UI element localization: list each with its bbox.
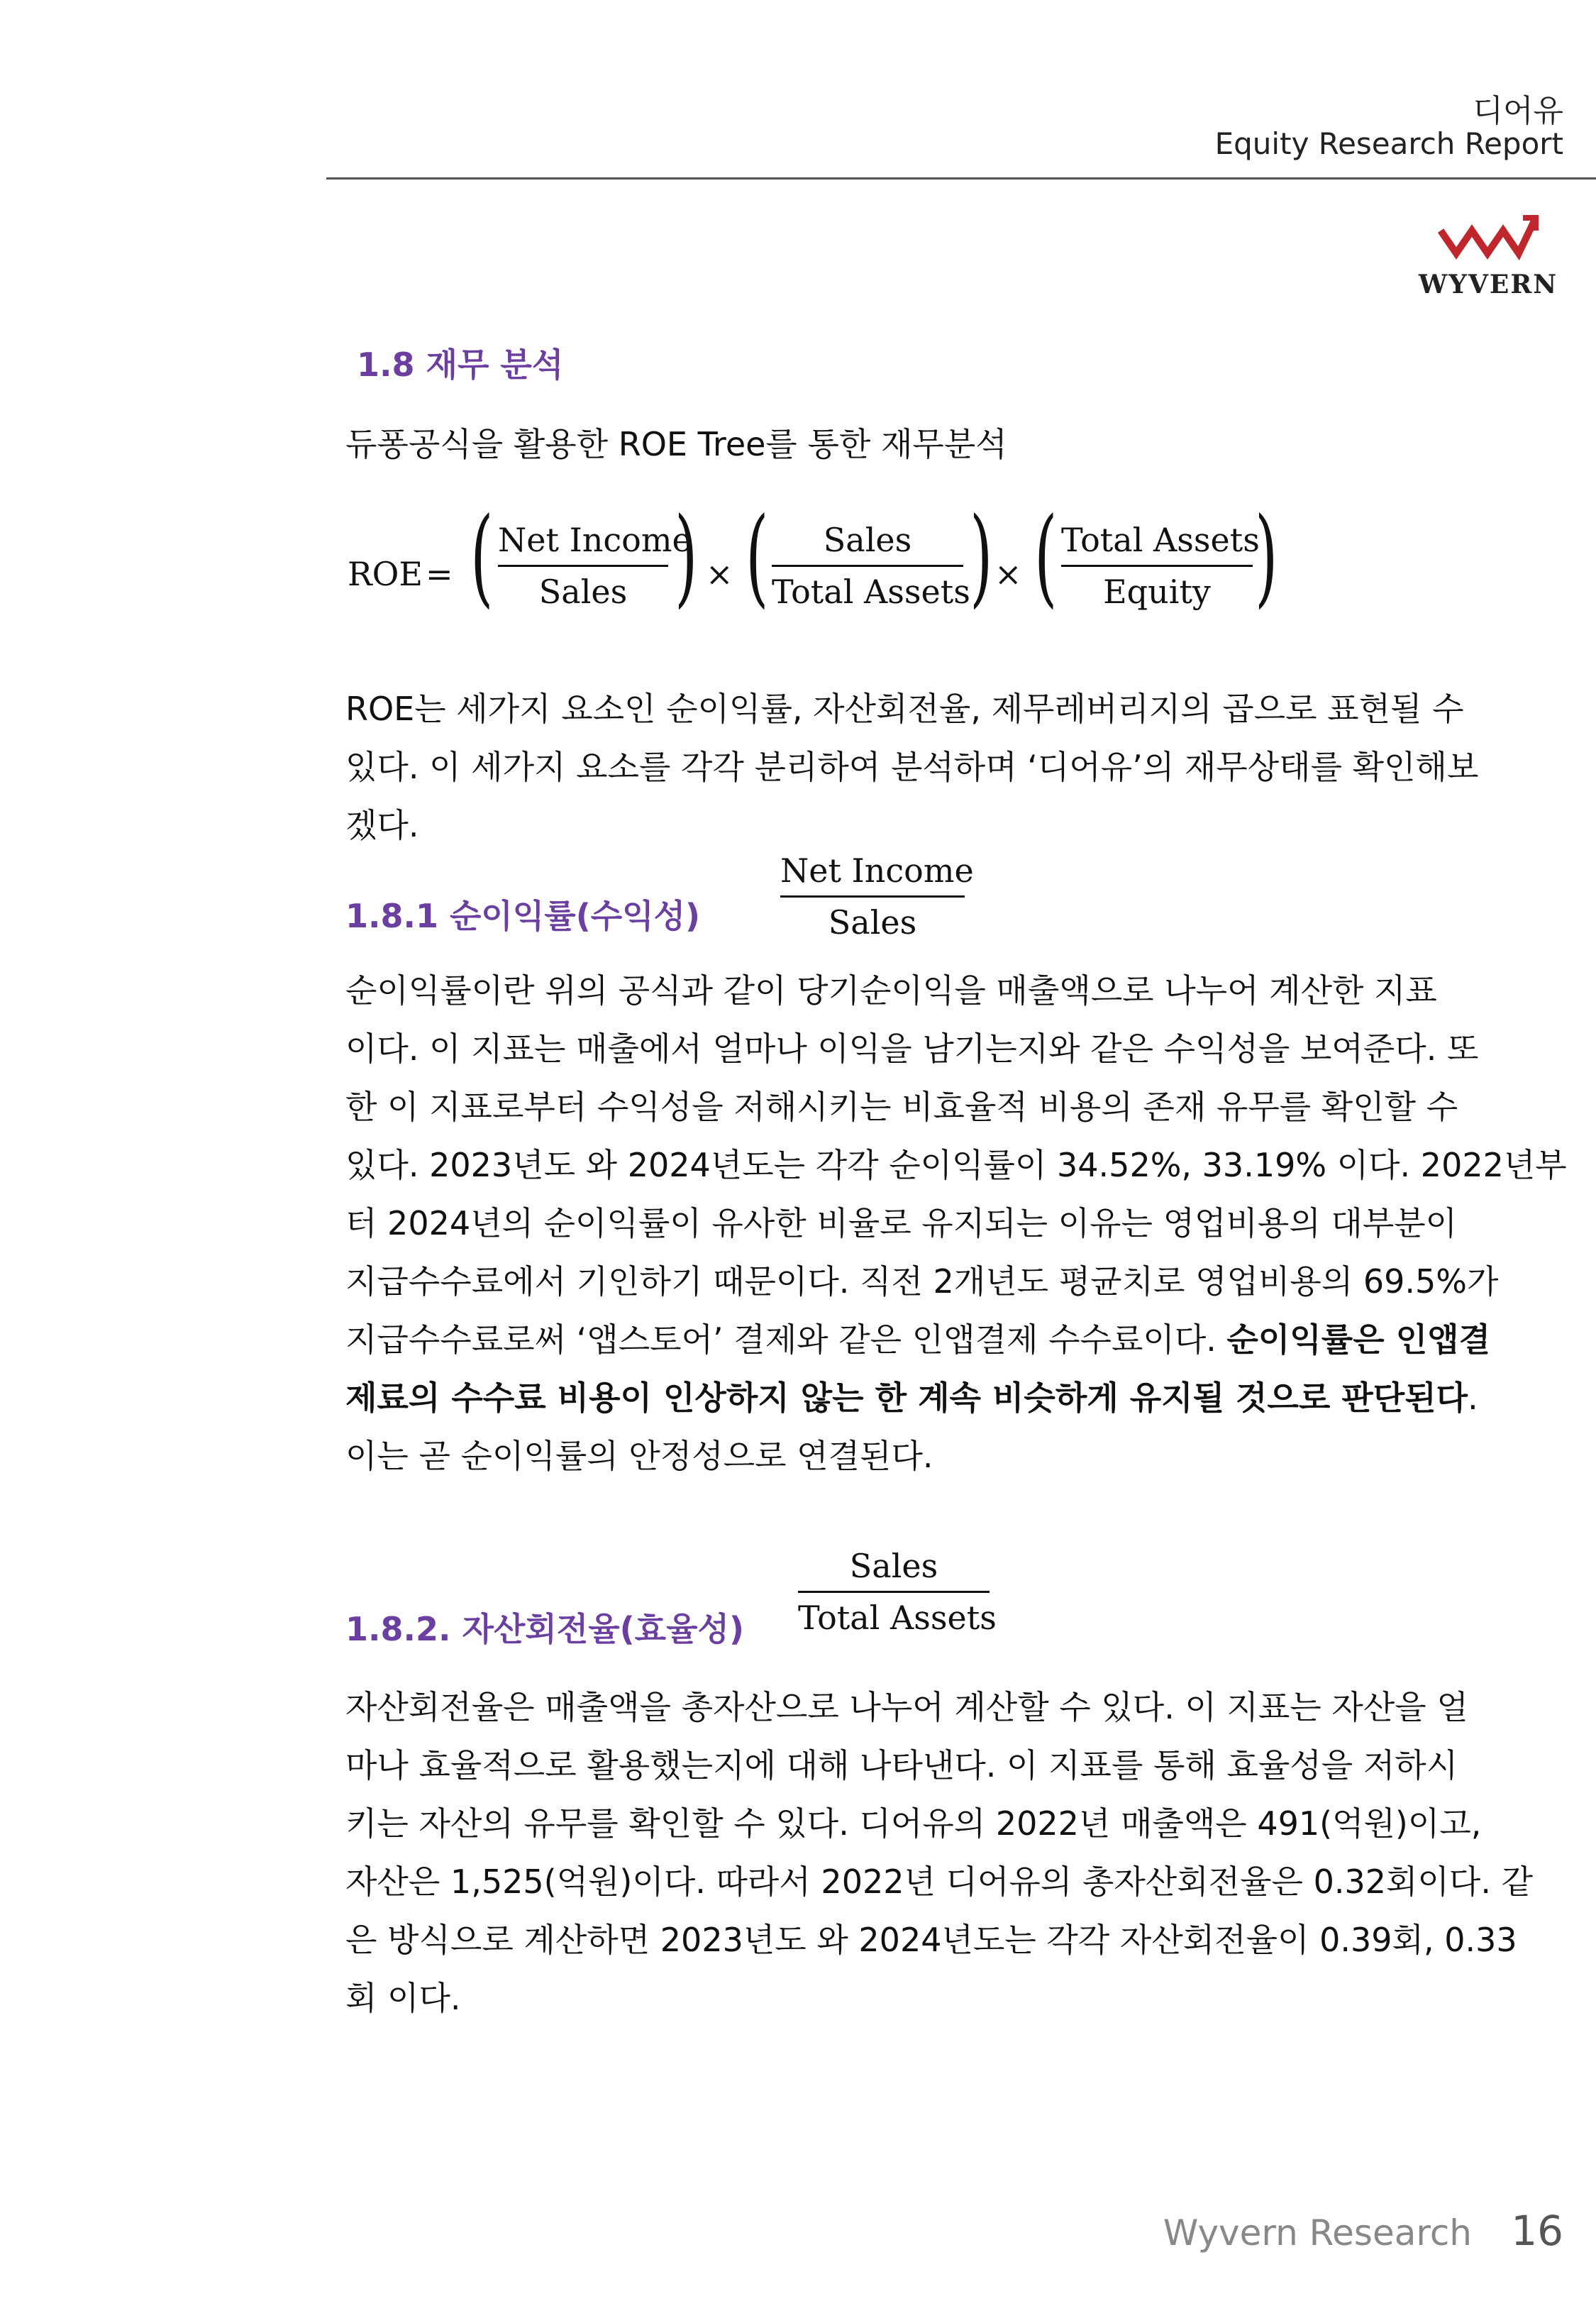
section-title: 1.8 재무 분석 <box>357 346 564 384</box>
subsection-2-body <box>345 1678 1534 2027</box>
body-line: 은 방식으로 계산하면 2023년도 와 2024년도는 각각 자산회전율이 0.39회, 0.33 <box>345 1921 1517 1959</box>
formula-lhs: ROE <box>348 555 423 593</box>
body-text: . <box>1468 1379 1478 1417</box>
body-line <box>345 1369 1523 1427</box>
subsection-2-numerator: Sales <box>849 1547 938 1585</box>
body-line: 지급수수료에서 기인하기 때문이다. 직전 2개년도 평균치로 영업비용의 69.5%가 <box>345 1262 1499 1301</box>
header-company: 디어유 <box>1473 93 1563 129</box>
header-report-type: Equity Research Report <box>1214 126 1563 161</box>
formula-fraction-2 <box>772 521 970 611</box>
subsection-1-body <box>345 961 1567 1485</box>
wyvern-logo <box>1417 209 1559 302</box>
logo-wordmark: WYVERN <box>1418 270 1558 299</box>
paren-open-3: ( <box>1034 495 1058 619</box>
paren-close-2: ) <box>970 495 993 619</box>
body-line: 이다. 이 지표는 매출에서 얼마나 이익을 남기는지와 같은 수익성을 보여준다. 또 <box>345 1030 1479 1068</box>
paren-close-3: ) <box>1255 495 1278 619</box>
paren-close-1: ) <box>675 495 698 619</box>
fraction-3-denominator: Equity <box>1103 573 1211 611</box>
body-line <box>345 1311 1523 1369</box>
section-intro: 듀퐁공식을 활용한 ROE Tree를 통한 재무분석 <box>345 425 1007 463</box>
body-line: 있다. 2023년도 와 2024년도는 각각 순이익률이 34.52%, 33.19% 이다. 2022년부 <box>345 1146 1567 1184</box>
body-line: 회 이다. <box>345 1979 461 2017</box>
description-line: ROE는 세가지 요소인 순이익률, 자산회전율, 제무레버리지의 곱으로 표현될 수 <box>345 690 1464 728</box>
formula-equals: = <box>426 555 453 593</box>
description-line: 있다. 이 세가지 요소를 각각 분리하여 분석하며 ‘디어유’의 재무상태를 확인해보 <box>345 748 1479 786</box>
subsection-1-title: 1.8.1 순이익률(수익성) <box>345 897 701 935</box>
subsection-1-numerator: Net Income <box>780 851 974 890</box>
subsection-1-fraction <box>780 851 974 942</box>
fraction-2-numerator: Sales <box>823 521 912 559</box>
body-line: 이는 곧 순이익률의 안정성으로 연결된다. <box>345 1437 933 1475</box>
footer-brand: Wyvern Research <box>1163 2212 1472 2253</box>
body-emphasis: 순이익률은 인앱결 <box>1226 1320 1491 1359</box>
subsection-1-denominator: Sales <box>828 903 917 942</box>
fraction-1-bar <box>498 565 668 567</box>
description-line: 겠다. <box>345 806 419 844</box>
body-emphasis: 제료의 수수료 비용이 인상하지 않는 한 계속 비슷하게 유지될 것으로 판단된다 <box>345 1379 1468 1417</box>
formula-times-1: × <box>706 555 733 593</box>
formula-fraction-1 <box>498 521 692 611</box>
fraction-2-denominator: Total Assets <box>772 573 970 611</box>
formula-times-2: × <box>994 555 1022 593</box>
fraction-1-denominator: Sales <box>538 573 628 611</box>
roe-formula <box>348 495 1278 639</box>
body-line: 터 2024년의 순이익률이 유사한 비율로 유지되는 이유는 영업비용의 대부분이 <box>345 1204 1458 1242</box>
section-description <box>345 680 1523 854</box>
header-divider <box>326 177 1596 180</box>
body-line: 자산회전율은 매출액을 총자산으로 나누어 계산할 수 있다. 이 지표는 자산을 얼 <box>345 1688 1468 1726</box>
subsection-2-bar <box>798 1591 990 1593</box>
subsection-1-bar <box>780 895 965 898</box>
fraction-3-numerator: Total Assets <box>1061 521 1260 559</box>
body-line: 순이익률이란 위의 공식과 같이 당기순이익을 매출액으로 나누어 계산한 지표 <box>345 971 1437 1010</box>
wyvern-logo-icon <box>1435 209 1541 266</box>
paren-open-1: ( <box>470 495 494 619</box>
page-number: 16 <box>1511 2207 1563 2255</box>
paren-open-2: ( <box>746 495 769 619</box>
formula-fraction-3 <box>1061 521 1260 611</box>
body-line: 키는 자산의 유무를 확인할 수 있다. 디어유의 2022년 매출액은 491(억원)이고, <box>345 1804 1482 1843</box>
fraction-2-bar <box>772 565 963 567</box>
subsection-2-denominator: Total Assets <box>798 1599 997 1637</box>
body-line: 한 이 지표로부터 수익성을 저해시키는 비효율적 비용의 존재 유무를 확인할 수 <box>345 1088 1458 1126</box>
fraction-1-numerator: Net Income <box>498 521 692 559</box>
subsection-2-fraction <box>798 1547 997 1637</box>
body-line: 마나 효율적으로 활용했는지에 대해 나타낸다. 이 지표를 통해 효율성을 저하시 <box>345 1746 1458 1784</box>
body-line: 자산은 1,525(억원)이다. 따라서 2022년 디어유의 총자산회전율은 0.32회이다. 같 <box>345 1863 1534 1901</box>
body-text: 지급수수료로써 ‘앱스토어’ 결제와 같은 인앱결제 수수료이다. <box>345 1320 1227 1359</box>
subsection-2-title: 1.8.2. 자산회전율(효율성) <box>345 1610 744 1648</box>
fraction-3-bar <box>1061 565 1253 567</box>
